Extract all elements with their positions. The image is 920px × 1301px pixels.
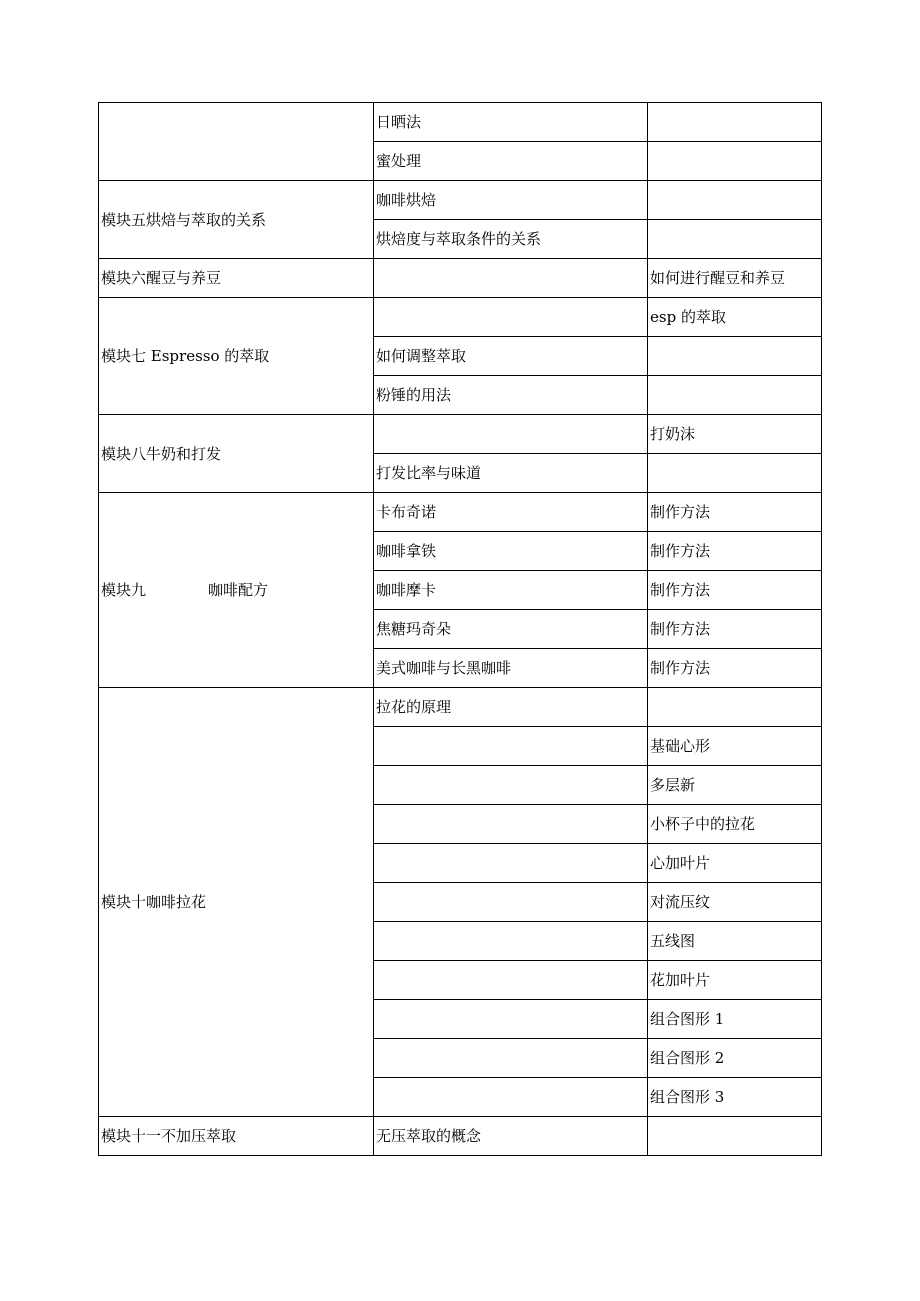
module-title: 模块八牛奶和打发 (101, 444, 222, 463)
topic-cell: 烘焙度与萃取条件的关系 (374, 220, 648, 259)
detail-cell: 制作方法 (648, 571, 822, 610)
topic-cell: 咖啡烘焙 (374, 181, 648, 220)
detail-cell: 制作方法 (648, 493, 822, 532)
table-row (99, 259, 822, 298)
module-cell (99, 103, 374, 181)
topic-cell (374, 922, 648, 961)
topic-cell: 美式咖啡与长黑咖啡 (374, 649, 648, 688)
module-cell (99, 298, 374, 415)
module-cell (99, 181, 374, 259)
detail-cell: 小杯子中的拉花 (648, 805, 822, 844)
detail-cell (648, 220, 822, 259)
detail-cell: 多层新 (648, 766, 822, 805)
table-row (99, 415, 822, 454)
detail-cell: 心加叶片 (648, 844, 822, 883)
module-cell (99, 415, 374, 493)
detail-cell: esp 的萃取 (648, 298, 822, 337)
module-cell (99, 493, 374, 688)
detail-cell (648, 688, 822, 727)
detail-cell: 制作方法 (648, 610, 822, 649)
topic-cell: 咖啡拿铁 (374, 532, 648, 571)
detail-cell: 基础心形 (648, 727, 822, 766)
detail-cell: 组合图形 2 (648, 1039, 822, 1078)
detail-cell: 打奶沫 (648, 415, 822, 454)
topic-cell (374, 961, 648, 1000)
topic-cell: 无压萃取的概念 (374, 1117, 648, 1156)
topic-cell (374, 844, 648, 883)
detail-cell (648, 454, 822, 493)
table-row (99, 103, 822, 142)
topic-cell (374, 259, 648, 298)
table-row (99, 181, 822, 220)
detail-cell: 制作方法 (648, 649, 822, 688)
topic-cell (374, 805, 648, 844)
detail-cell (648, 376, 822, 415)
detail-cell (648, 337, 822, 376)
detail-cell: 对流压纹 (648, 883, 822, 922)
topic-cell (374, 1078, 648, 1117)
topic-cell (374, 298, 648, 337)
table-body (99, 103, 822, 1156)
module-title: 模块六醒豆与养豆 (101, 269, 222, 287)
detail-cell: 组合图形 1 (648, 1000, 822, 1039)
detail-cell (648, 181, 822, 220)
topic-cell: 咖啡摩卡 (374, 571, 648, 610)
topic-cell: 打发比率与味道 (374, 454, 648, 493)
topic-cell: 日晒法 (374, 103, 648, 142)
detail-cell: 五线图 (648, 922, 822, 961)
module-title: 模块十一不加压萃取 (101, 1127, 237, 1145)
topic-cell (374, 727, 648, 766)
table-row (99, 1117, 822, 1156)
module-cell (99, 1117, 374, 1156)
module-cell (99, 688, 374, 1117)
module-cell (99, 259, 374, 298)
topic-cell: 如何调整萃取 (374, 337, 648, 376)
table-row (99, 493, 822, 532)
topic-cell (374, 1039, 648, 1078)
topic-cell: 蜜处理 (374, 142, 648, 181)
topic-cell: 拉花的原理 (374, 688, 648, 727)
topic-cell: 焦糖玛奇朵 (374, 610, 648, 649)
course-outline-table (98, 102, 822, 1156)
detail-cell (648, 103, 822, 142)
detail-cell (648, 142, 822, 181)
module-title: 模块七 Espresso 的萃取 (101, 347, 270, 365)
detail-cell: 制作方法 (648, 532, 822, 571)
topic-cell (374, 766, 648, 805)
detail-cell: 组合图形 3 (648, 1078, 822, 1117)
topic-cell (374, 1000, 648, 1039)
topic-cell: 粉锤的用法 (374, 376, 648, 415)
detail-cell (648, 1117, 822, 1156)
table-row (99, 298, 822, 337)
module-title: 模块五烘焙与萃取的关系 (101, 210, 267, 229)
module-title: 模块十咖啡拉花 (101, 893, 207, 911)
detail-cell: 花加叶片 (648, 961, 822, 1000)
module-title-suffix: 咖啡配方 (208, 581, 269, 599)
table-row (99, 688, 822, 727)
detail-cell: 如何进行醒豆和养豆 (648, 259, 822, 298)
module-title: 模块九 (101, 581, 147, 599)
topic-cell: 卡布奇诺 (374, 493, 648, 532)
topic-cell (374, 883, 648, 922)
topic-cell (374, 415, 648, 454)
